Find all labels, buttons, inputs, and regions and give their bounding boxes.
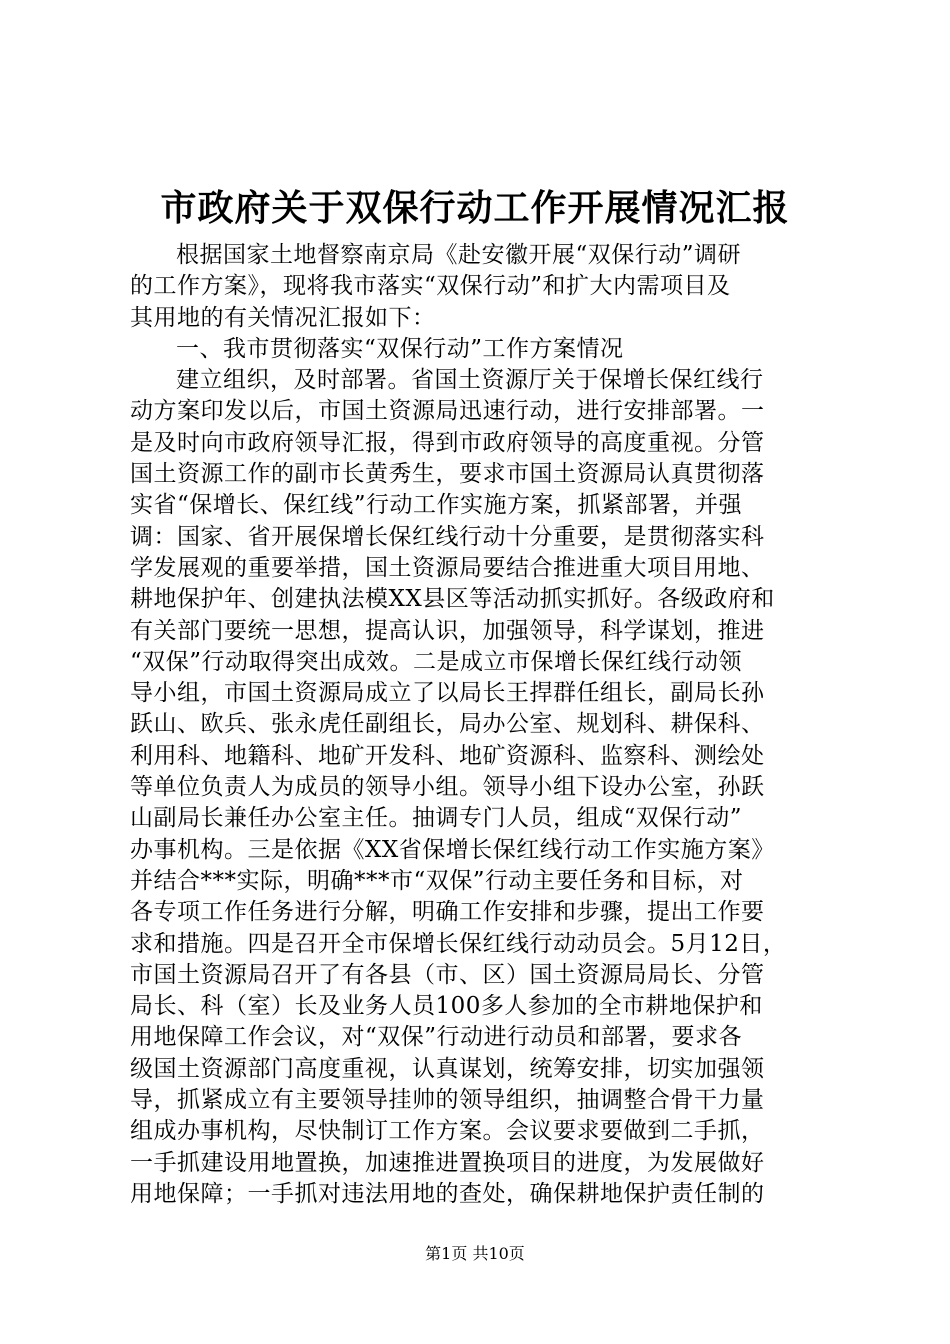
text-line: 组成办事机构，尽快制订工作方案。会议要求要做到二手抓， bbox=[130, 1118, 765, 1145]
text-line: 是及时向市政府领导汇报，得到市政府领导的高度重视。分管 bbox=[130, 429, 765, 456]
text-line: 用地保障工作会议，对“双保”行动进行动员和部署，要求各 bbox=[130, 1024, 743, 1051]
text-line: 学发展观的重要举措，国土资源局要结合推进重大项目用地、 bbox=[130, 554, 765, 581]
section-heading: 一、我市贯彻落实“双保行动”工作方案情况 bbox=[176, 335, 624, 362]
text-line: 等单位负责人为成员的领导小组。领导小组下设办公室，孙跃 bbox=[130, 774, 765, 801]
text-line: 的工作方案》，现将我市落实“双保行动”和扩大内需项目及 bbox=[130, 273, 731, 300]
text-line: 导小组，市国土资源局成立了以局长王捍群任组长，副局长孙 bbox=[130, 680, 765, 707]
document-title: 市政府关于双保行动工作开展情况汇报 bbox=[160, 187, 790, 229]
text-line: 山副局长兼任办公室主任。抽调专门人员，组成“双保行动” bbox=[130, 805, 743, 832]
text-line: 办事机构。三是依据《XX省保增长保红线行动工作实施方案》 bbox=[130, 836, 775, 863]
text-line: 一手抓建设用地置换，加速推进置换项目的进度，为发展做好 bbox=[130, 1149, 765, 1176]
text-line: 其用地的有关情况汇报如下： bbox=[130, 304, 436, 331]
text-line: 有关部门要统一思想，提高认识，加强领导，科学谋划，推进 bbox=[130, 617, 765, 644]
page-number-footer: 第1页 共10页 bbox=[425, 1244, 525, 1263]
text-line: 并结合***实际，明确***市“双保”行动主要任务和目标，对 bbox=[130, 867, 744, 894]
text-line: 用地保障；一手抓对违法用地的查处，确保耕地保护责任制的 bbox=[130, 1180, 765, 1207]
text-line: 局长、科（室）长及业务人员100多人参加的全市耕地保护和 bbox=[130, 993, 763, 1020]
text-line: 市国土资源局召开了有各县（市、区）国土资源局局长、分管 bbox=[130, 961, 765, 988]
text-line: 利用科、地籍科、地矿开发科、地矿资源科、监察科、测绘处 bbox=[130, 742, 765, 769]
document-body bbox=[130, 240, 830, 1210]
text-line: 跃山、欧兵、张永虎任副组长，局办公室、规划科、耕保科、 bbox=[130, 711, 765, 738]
text-line: “双保”行动取得突出成效。二是成立市保增长保红线行动领 bbox=[130, 648, 743, 675]
text-line: 求和措施。四是召开全市保增长保红线行动动员会。5月12日， bbox=[130, 930, 787, 957]
text-line: 国土资源工作的副市长黄秀生，要求市国土资源局认真贯彻落 bbox=[130, 461, 765, 488]
text-line: 根据国家土地督察南京局《赴安徽开展“双保行动”调研 bbox=[176, 242, 742, 268]
text-line: 级国土资源部门高度重视，认真谋划，统筹安排，切实加强领 bbox=[130, 1055, 765, 1082]
text-line: 耕地保护年、创建执法模XX县区等活动抓实抓好。各级政府和 bbox=[130, 586, 775, 613]
text-line: 各专项工作任务进行分解，明确工作安排和步骤，提出工作要 bbox=[130, 899, 765, 926]
text-line: 导，抓紧成立有主要领导挂帅的领导组织，抽调整合骨干力量 bbox=[130, 1087, 765, 1114]
text-line: 实省“保增长、保红线”行动工作实施方案，抓紧部署，并强 bbox=[130, 492, 743, 519]
text-line: 动方案印发以后，市国土资源局迅速行动，进行安排部署。一 bbox=[130, 398, 765, 425]
text-line: 调：国家、省开展保增长保红线行动十分重要，是贯彻落实科 bbox=[130, 523, 765, 550]
text-line: 建立组织，及时部署。省国土资源厅关于保增长保红线行 bbox=[176, 367, 764, 394]
